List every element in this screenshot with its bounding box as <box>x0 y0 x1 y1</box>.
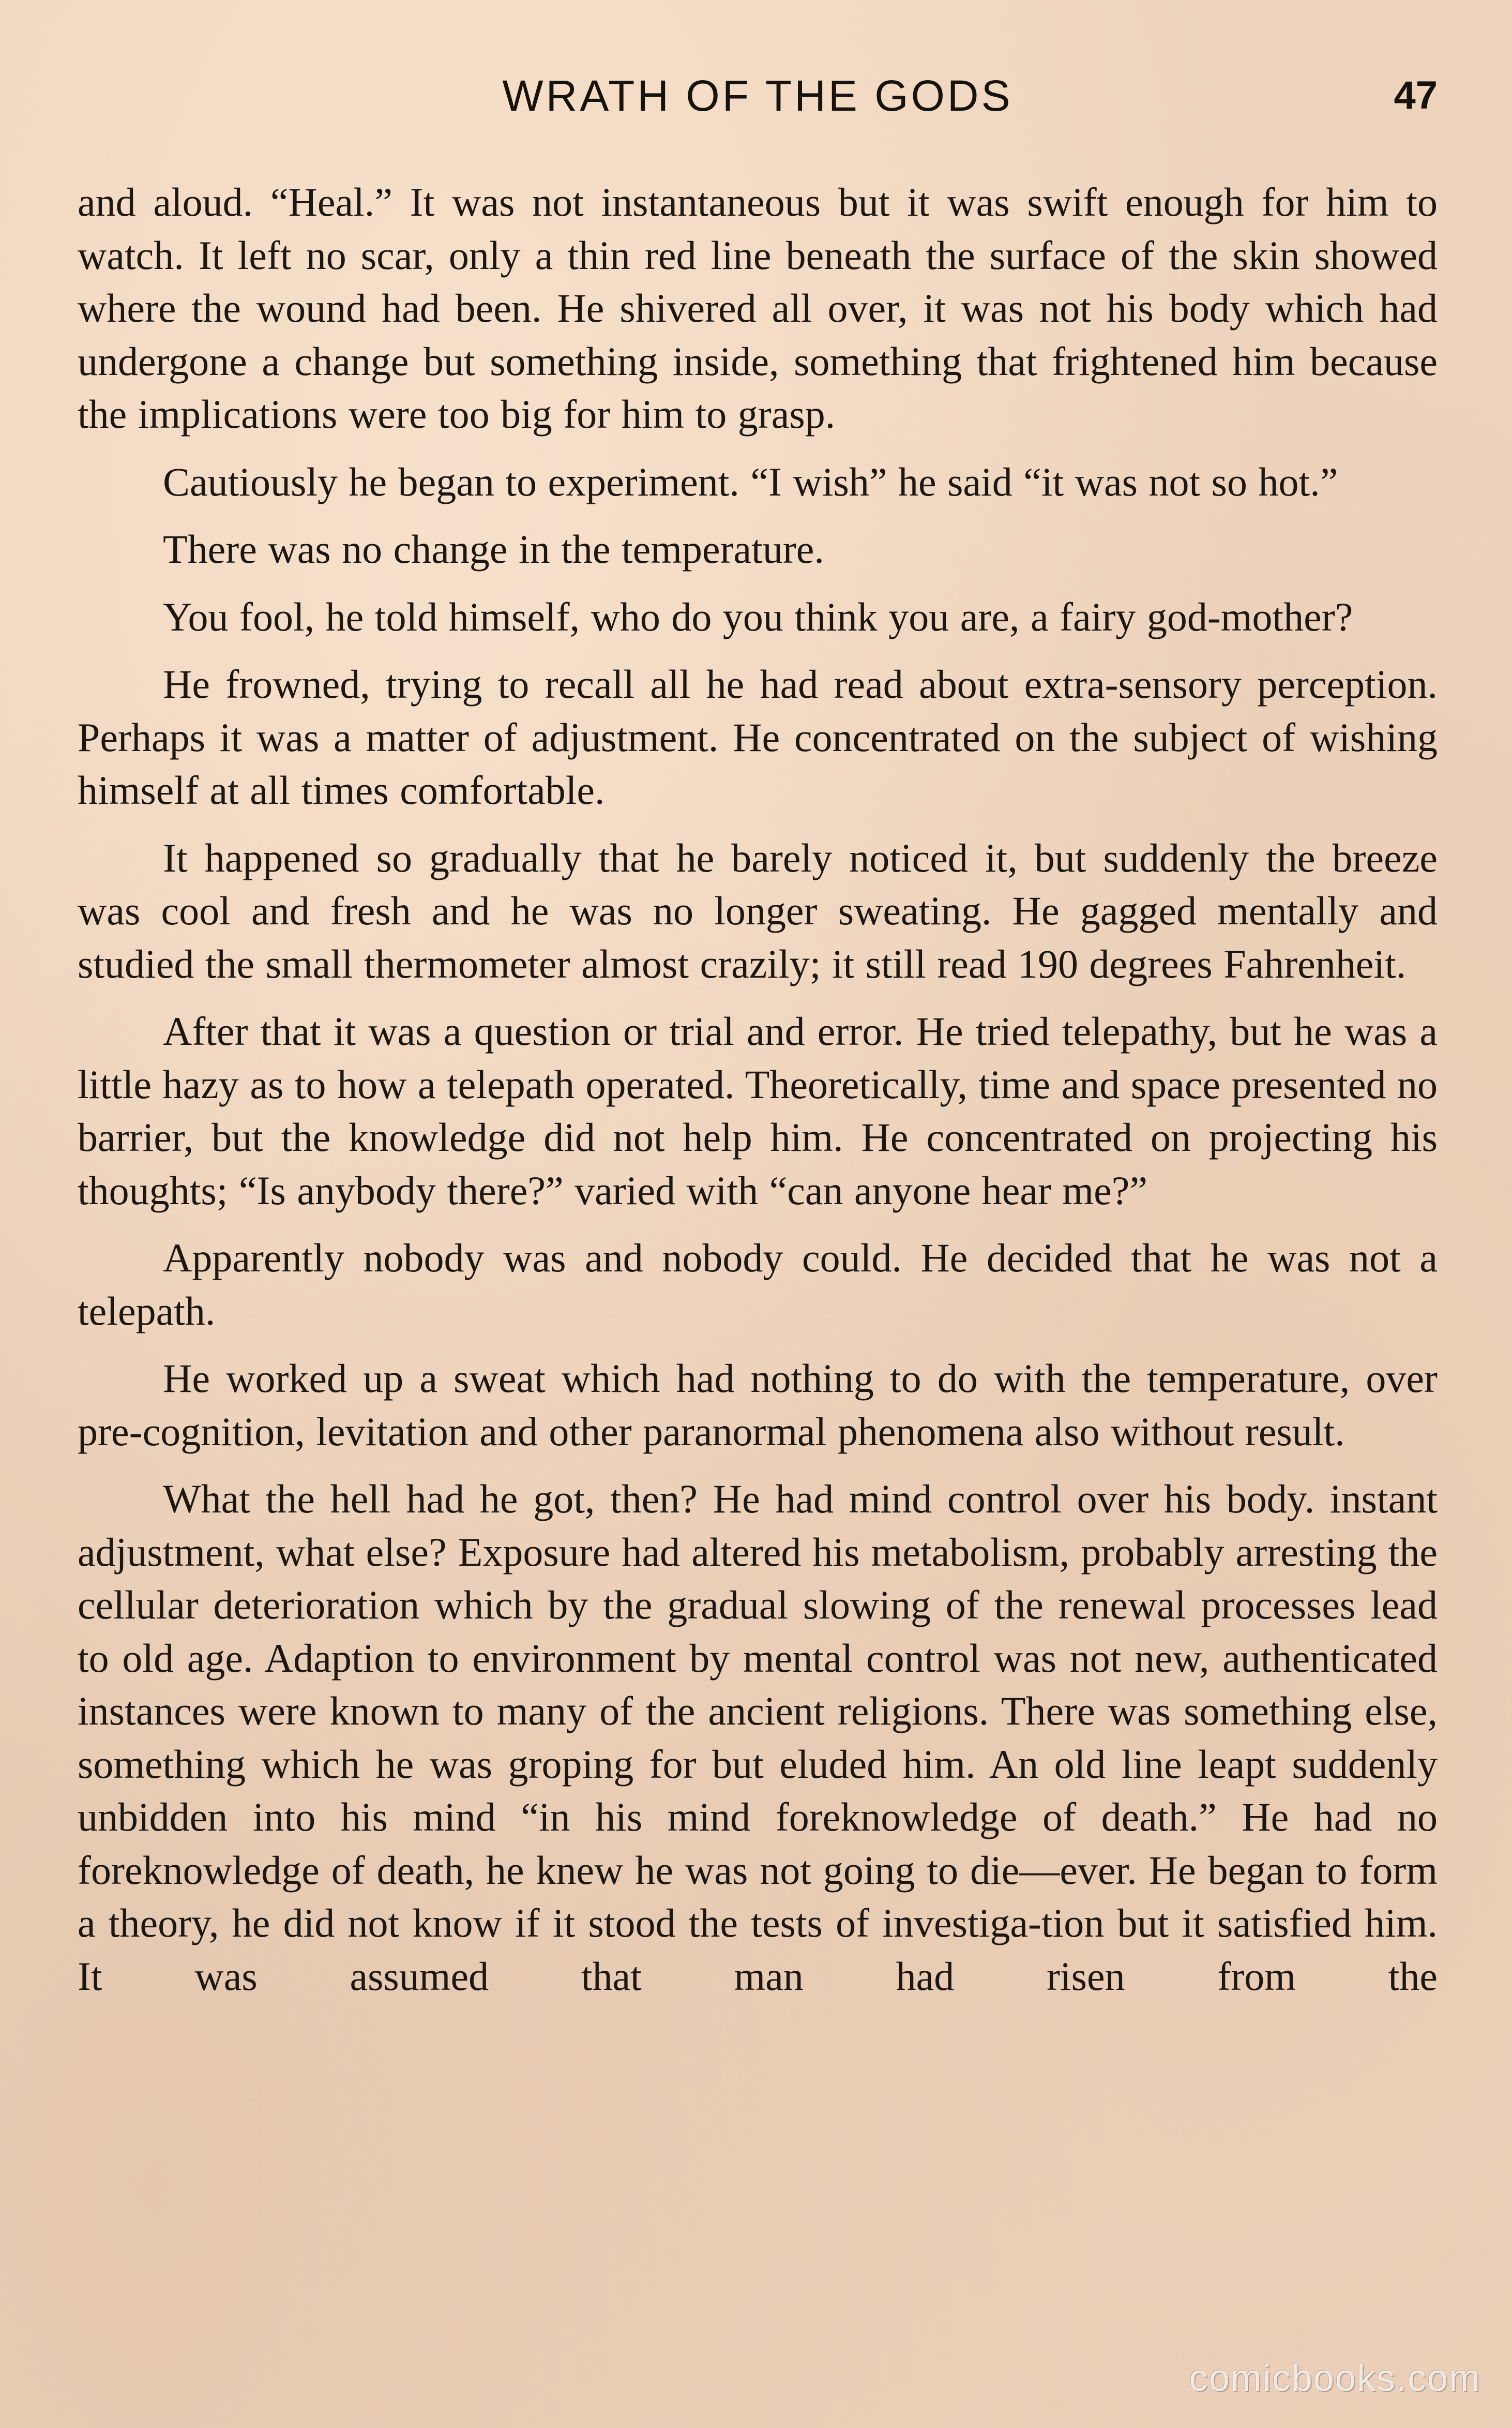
paragraph-fool: You fool, he told himself, who do you think you are, a fairy god-mother? <box>163 594 1353 639</box>
paragraph-experiment: Cautiously he began to experiment. “I wish” he said “it was not so hot.” <box>163 459 1338 504</box>
body-text <box>78 176 1438 2017</box>
watermark: comicbooks.com <box>1189 2358 1481 2399</box>
paragraph-paranormal: He worked up a sweat which had nothing to do with the temperature, over pre-cognition, levitation and other paranormal phenomena also without result. <box>78 1356 1438 1454</box>
paragraph-perception: He frowned, trying to recall all he had read about extra-sensory perception. Perhaps it was a matter of adjustment. He concentrated on the subject of wishing himself at all times comfortable. <box>78 662 1438 813</box>
paragraph-not-telepath: Apparently nobody was and nobody could. He decided that he was not a telepath. <box>78 1235 1438 1333</box>
paragraph-heal: and aloud. “Heal.” It was not instantaneous but it was swift enough for him to watch. It left no scar, only a thin red line beneath the surface of the skin showed where the wound had been. He shivered all over, it was not his body which had undergone a change but something inside, something that frightened him because the implications were too big for him to grasp. <box>78 179 1438 437</box>
paragraph-telepathy: After that it was a question or trial and error. He tried telepathy, but he was a little hazy as to how a telepath operated. Theoretically, time and space presented no barrier, but the knowledge did not help him. He concentrated on projecting his thoughts; “Is anybody there?” varied with “can anyone hear me?” <box>78 1009 1438 1213</box>
running-head <box>78 65 1438 127</box>
page-number: 47 <box>1394 73 1438 117</box>
running-title: WRATH OF THE GODS <box>502 71 1013 120</box>
paragraph-theory: What the hell had he got, then? He had mind control over his body. instant adjustment, what else? Exposure had altered his metabolism, probably arresting the cellular deterioration which by the gradual slowing of the renewal processes lead to old age. Adaption to environment by mental control was not new, authenticated instances were known to many of the ancient religions. There was something else, something which he was groping for but eluded him. An old line leapt suddenly unbidden into his mind “in his mind foreknowledge of death.” He had no foreknowledge of death, he knew he was not going to die—ever. He began to form a theory, he did not know if it stood the tests of investiga-tion but it satisfied him. It was assumed that man had risen from the <box>78 1476 1438 1999</box>
paragraph-no-change: There was no change in the temperature. <box>163 527 824 572</box>
paragraph-breeze: It happened so gradually that he barely noticed it, but suddenly the breeze was cool and fresh and he was no longer sweating. He gagged mentally and studied the small thermometer almost crazily; it still read 190 degrees Fahrenheit. <box>78 835 1438 986</box>
